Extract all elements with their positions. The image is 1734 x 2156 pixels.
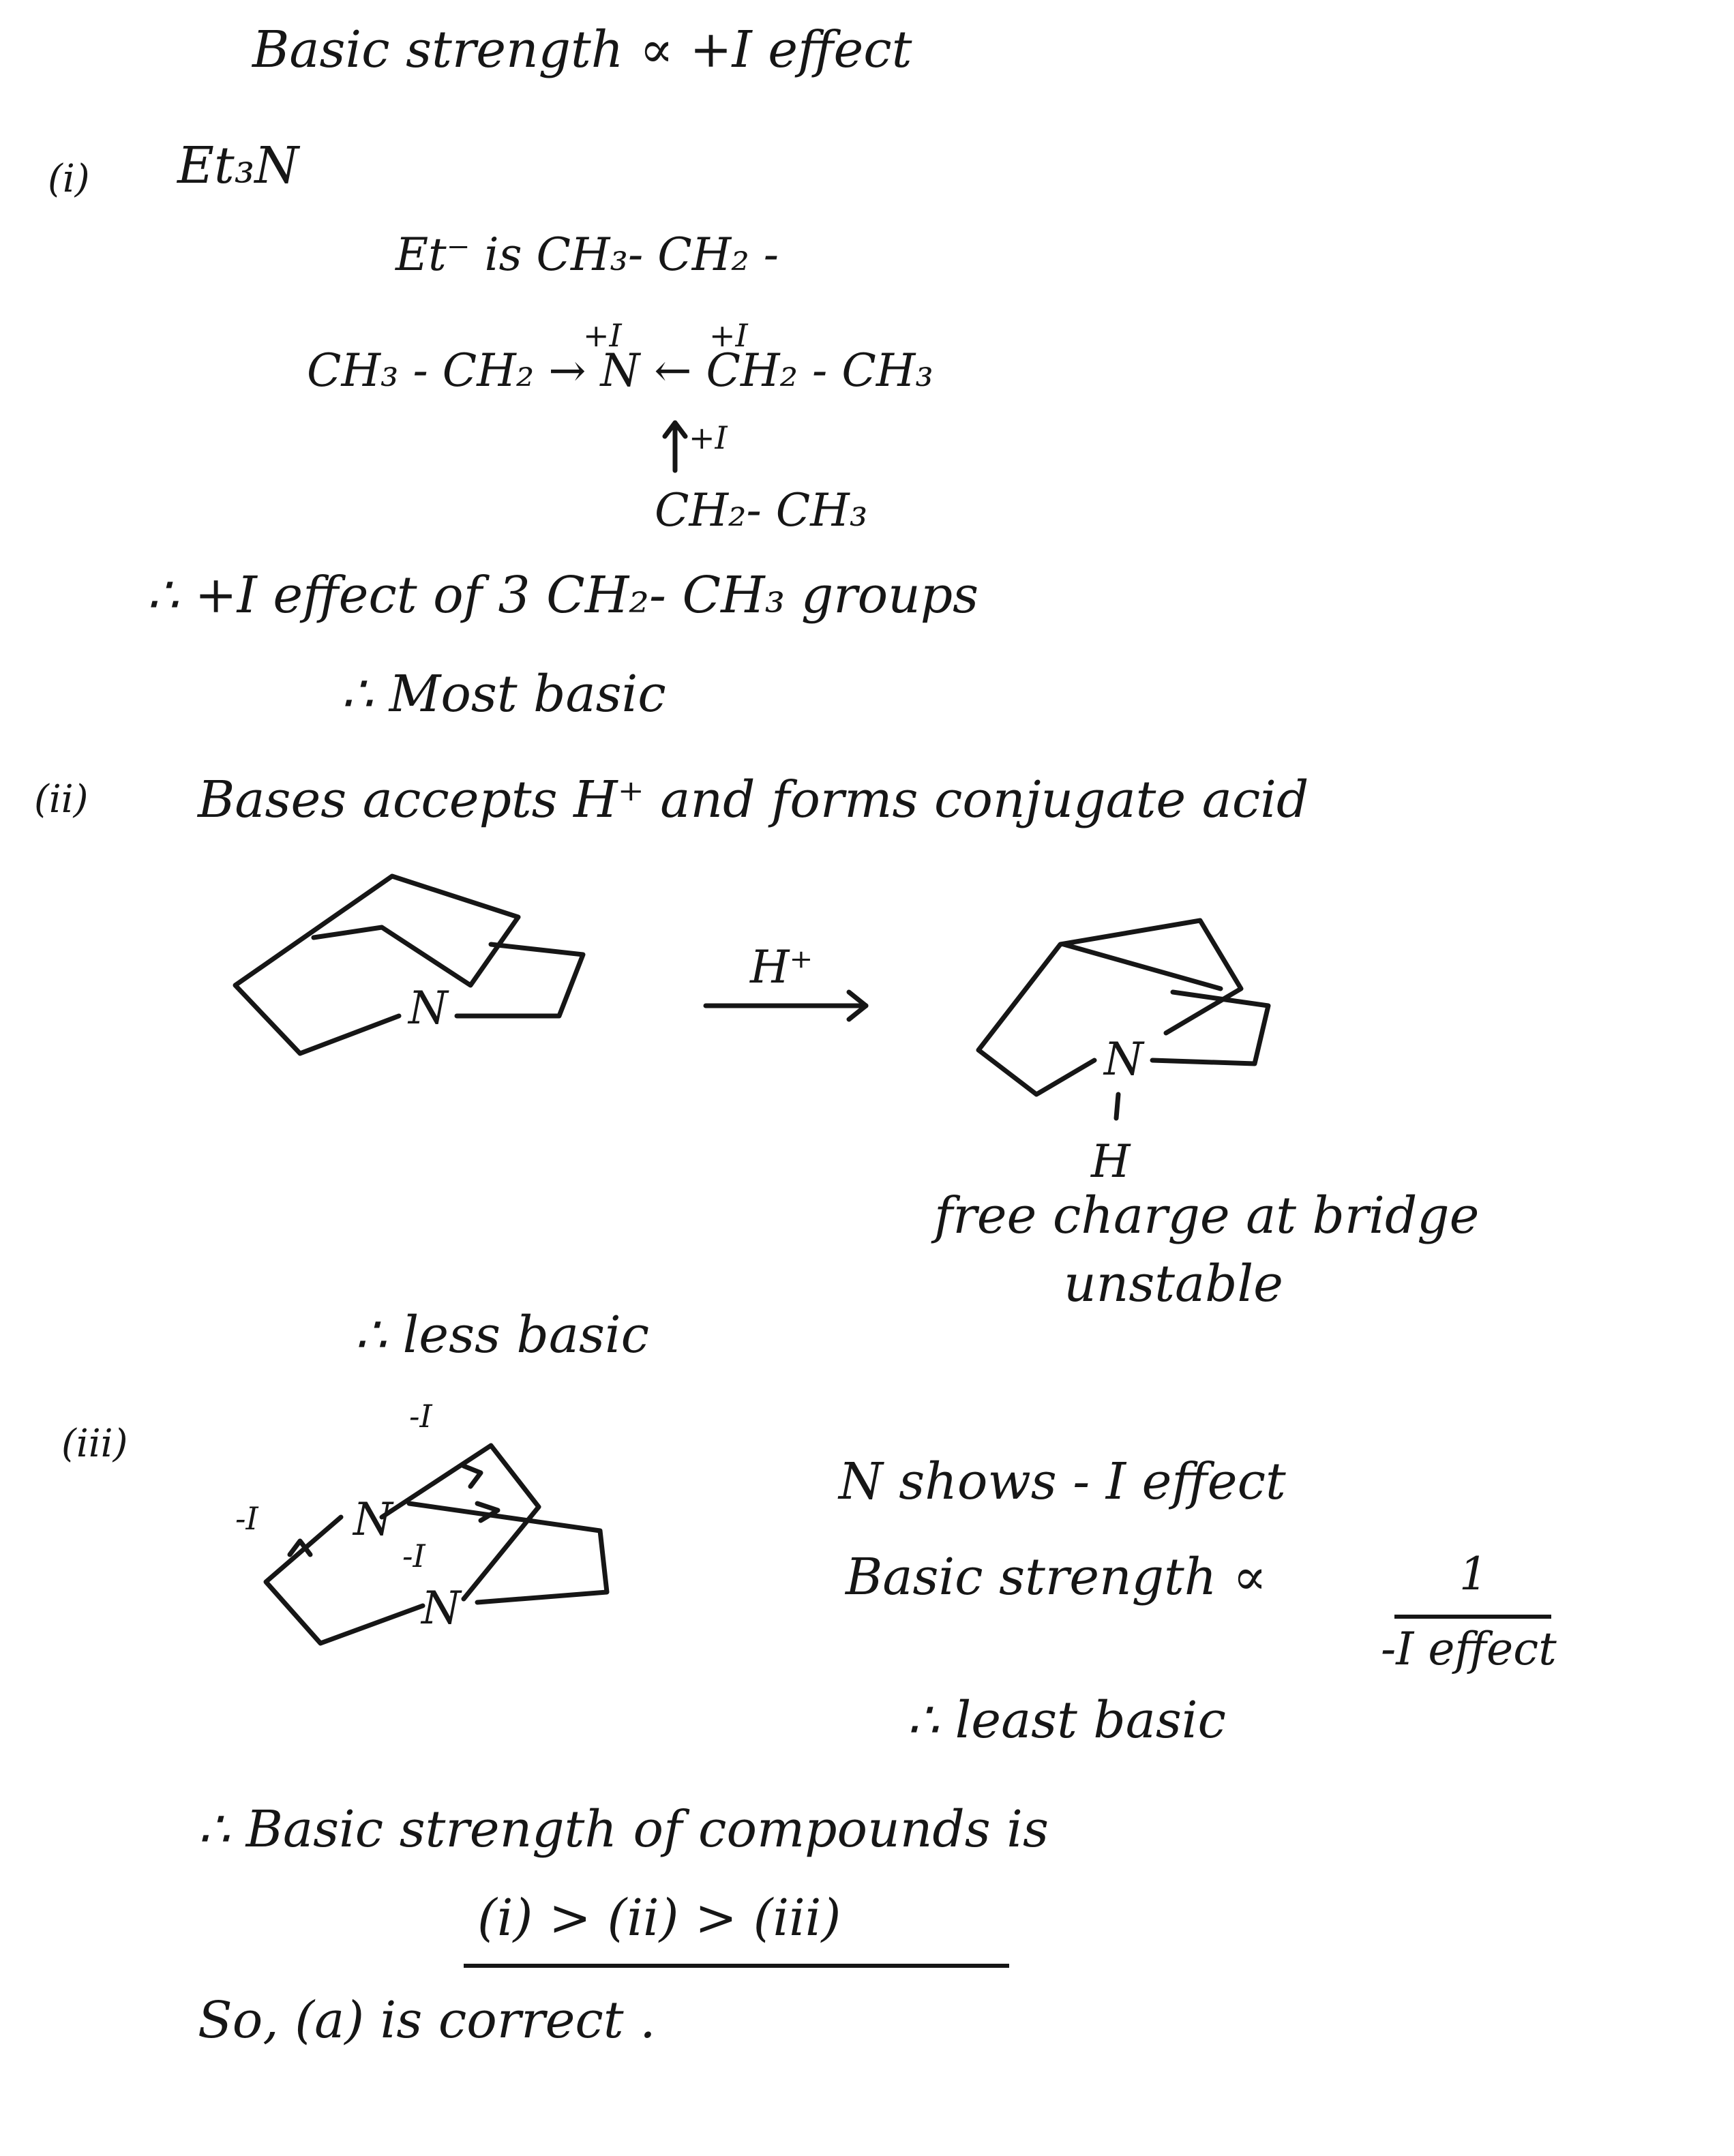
dabco-n-top: N [351,1493,395,1546]
quinuclidine-drawing [235,876,583,1053]
n-h-bond [1116,1094,1118,1118]
reagent-label: H⁺ [750,941,813,993]
plus-i-label-right: +I [709,317,748,354]
heading: Basic strength ∝ +I effect [252,20,912,79]
part1-marker: (i) [48,157,90,201]
dabco-n-bottom: N [419,1582,463,1634]
fraction-denominator: -I effect [1381,1623,1557,1675]
part3-statement-1: N shows - I effect [839,1452,1286,1511]
part2-conclusion: ∴ less basic [355,1306,650,1364]
part3-marker: (iii) [61,1422,128,1466]
dabco-drawing [266,1446,607,1643]
minus-i-label-top: -I [409,1398,432,1435]
minus-i-label-left: -I [235,1500,258,1537]
part1-conclusion-2: ∴ Most basic [341,665,666,723]
et-definition: Et⁻ is CH₃- CH₂ - [395,228,779,281]
note-unstable: unstable [1064,1255,1283,1313]
final-line-1: ∴ Basic strength of compounds is [198,1800,1049,1859]
part1-conclusion-1: ∴ +I effect of 3 CH₂- CH₃ groups [147,566,979,625]
conjugate-acid-h-label: H [1091,1135,1131,1188]
et3n-structure: CH₃ - CH₂ → N ← CH₂ - CH₃ [307,344,933,397]
conjugate-acid-drawing [978,920,1268,1094]
plus-i-label-bottom: +I [689,419,728,456]
note-free-charge: free charge at bridge [934,1186,1480,1245]
part3-conclusion: ∴ least basic [907,1691,1226,1750]
final-answer: So, (a) is correct . [198,1991,656,2050]
part2-statement: Bases accepts H⁺ and forms conjugate acid [198,770,1309,829]
part2-marker: (ii) [34,777,89,822]
quinuclidine-n-label: N [406,982,451,1034]
plus-i-label-left: +I [583,317,622,354]
part1-compound: Et₃N [177,136,299,195]
conjugate-acid-n-label: N [1101,1033,1146,1086]
et3n-structure-bottom: CH₂- CH₃ [655,484,868,537]
fraction-numerator: 1 [1459,1548,1488,1600]
minus-i-label-middle: -I [402,1538,425,1574]
part3-statement-2: Basic strength ∝ [846,1548,1268,1606]
final-order: (i) > (ii) > (iii) [477,1889,841,1947]
